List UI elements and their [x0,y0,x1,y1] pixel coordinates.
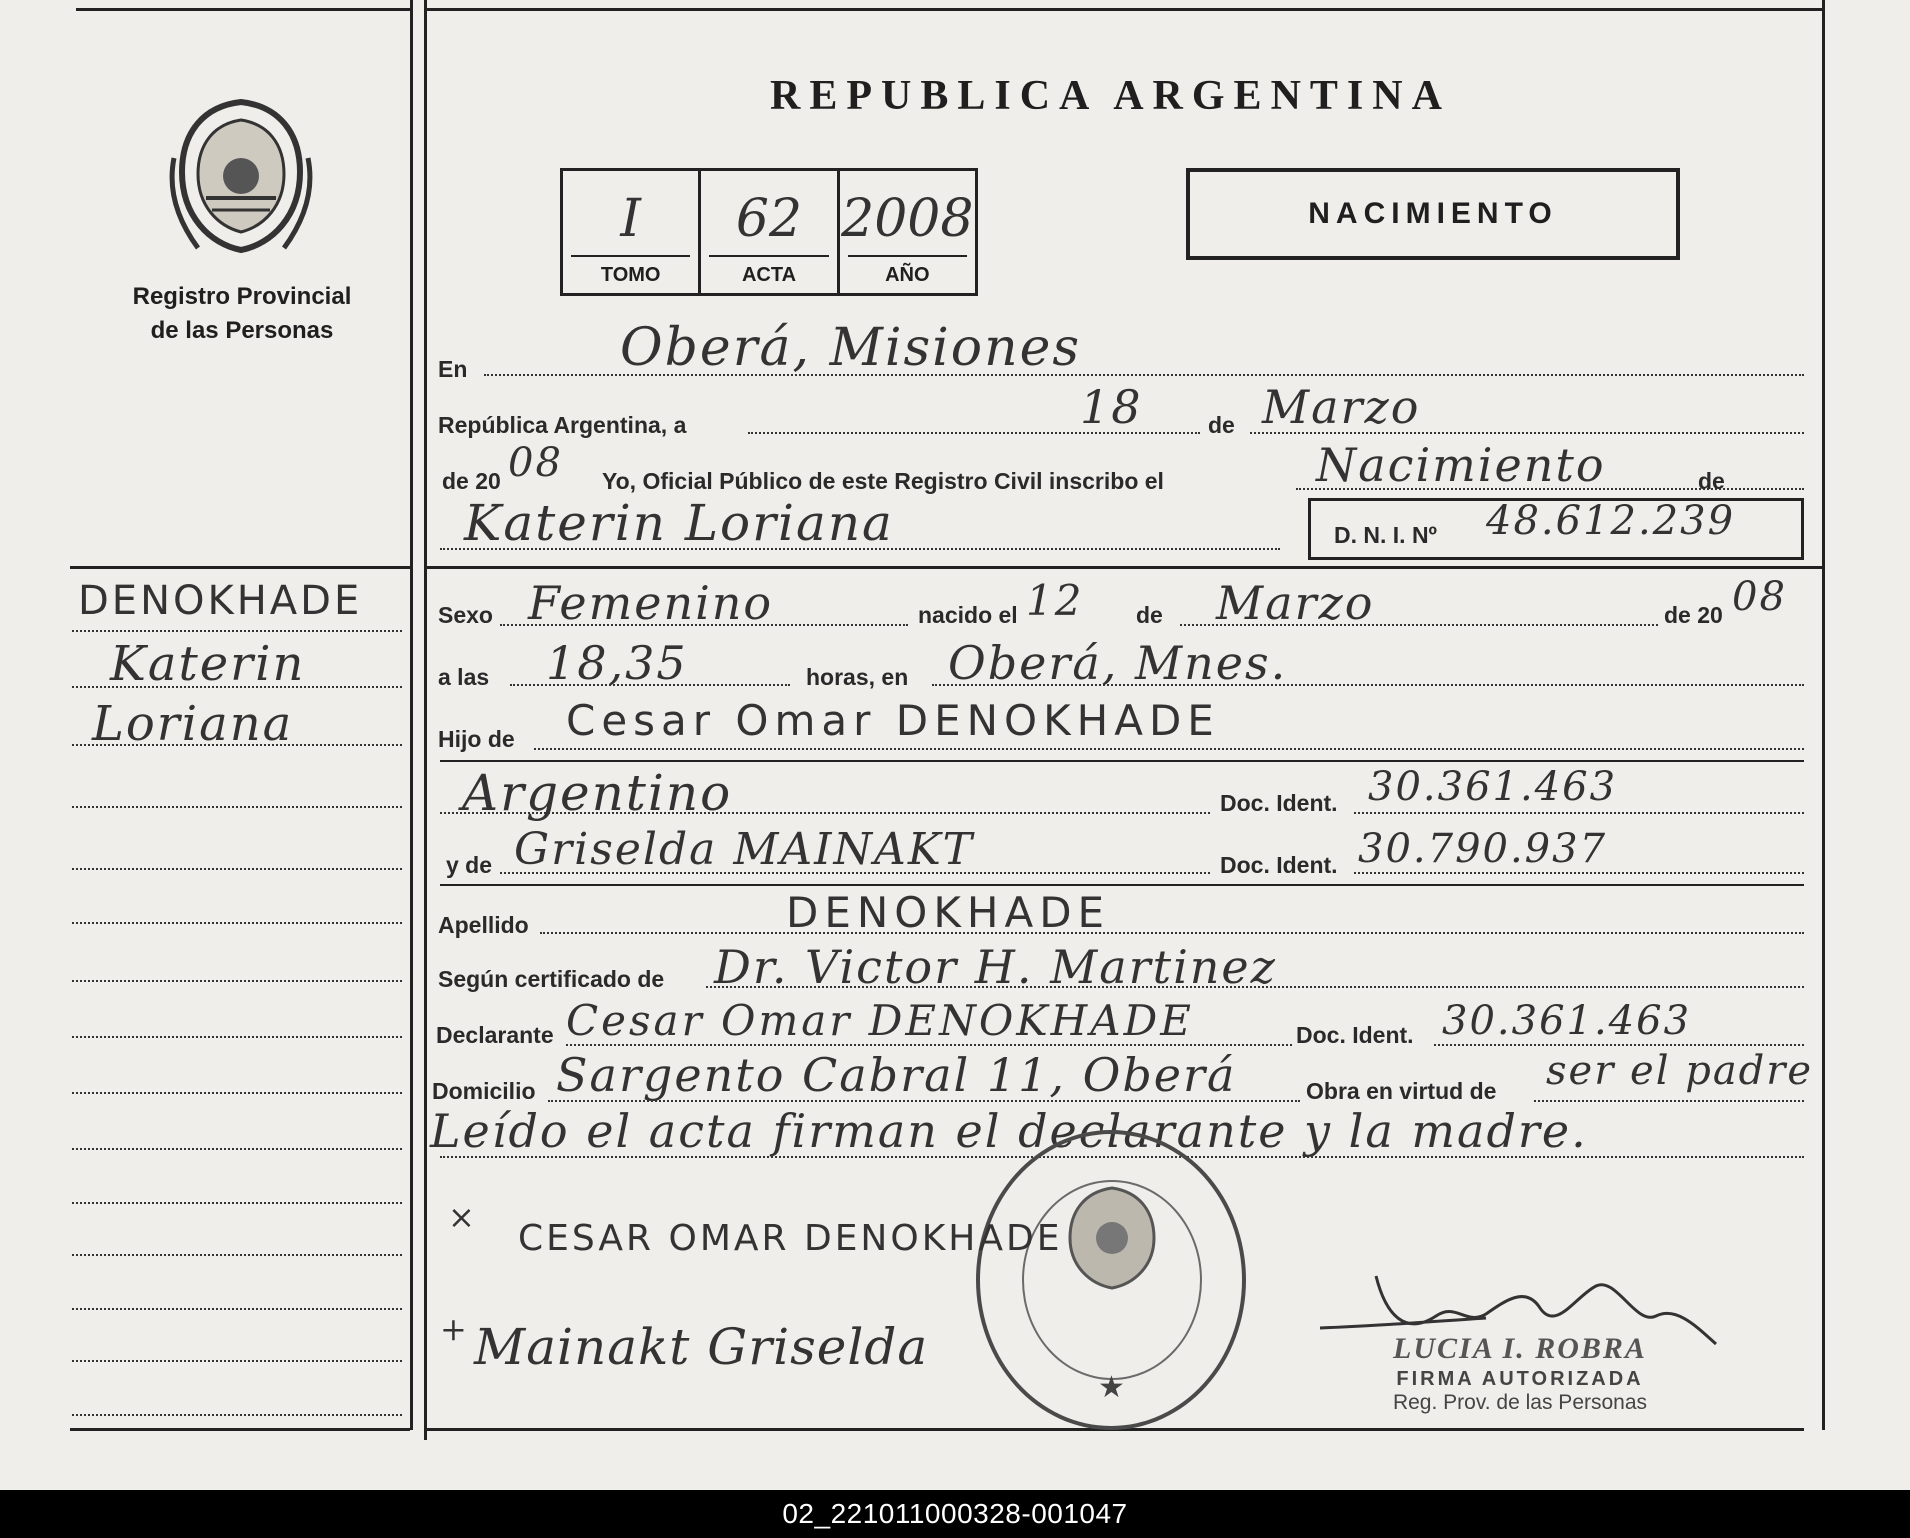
margin-line [72,868,402,870]
margin-surname: DENOKHADE [78,578,363,624]
mother-signature: Mainakt Griselda [474,1318,929,1376]
birth-year-suffix-value: 08 [1732,574,1787,620]
republica-label: República Argentina, a [438,412,687,438]
declarante-label: Declarante [436,1022,554,1048]
dni-label: D. N. I. Nº [1334,522,1437,548]
father-doc-value: 30.361.463 [1368,764,1618,810]
nacido-label: nacido el [918,602,1018,628]
declarant-mark: × [448,1198,477,1236]
declarant-name-value: Cesar Omar DENOKHADE [566,996,1194,1045]
margin-line [72,1414,402,1416]
father-line [534,748,1804,750]
acta-label: ACTA [741,264,797,286]
stamp-star-icon: ★ [1098,1371,1125,1404]
margin-line [72,1148,402,1150]
en-label: En [438,356,468,382]
declarant-doc-value: 30.361.463 [1442,998,1692,1044]
hijo-label: Hijo de [438,726,515,752]
birth-day-value: 12 [1026,576,1084,625]
provincial-seal-icon [168,98,314,256]
day-value: 18 [1080,380,1143,434]
margin-line [72,1036,402,1038]
tomo-label: TOMO [600,264,661,286]
de-label-3: de [1136,602,1163,628]
segun-label: Según certificado de [438,966,665,992]
act-line [1296,488,1804,490]
margin-section-rule [70,566,410,569]
horas-label: horas, en [806,664,909,690]
stamp-crest-icon [1062,1182,1162,1292]
declarant-signature: CESAR OMAR DENOKHADE [518,1218,1063,1259]
main-left-border [424,0,427,1440]
tomo-cell [563,171,701,293]
margin-line [72,806,402,808]
dni-value: 48.612.239 [1486,498,1736,544]
birth-place-value: Oberá, Mnes. [948,636,1288,690]
official-signature-block [1300,1332,1740,1415]
margin-line [72,630,402,632]
tomo-value: I [620,189,641,249]
record-number-box [560,168,978,296]
mother-name-value: Griselda MAINAKT [514,824,975,875]
image-id-caption: 02_221011000328-001047 [0,1490,1910,1538]
year-suffix-value: 08 [508,440,563,486]
margin-line [72,1092,402,1094]
de-label: de [1208,412,1235,438]
acta-value: 62 [735,189,803,249]
act-type-value: Nacimiento [1316,438,1606,492]
father-name-value: Cesar Omar DENOKHADE [566,696,1220,745]
section-rule-parents [440,760,1804,762]
ano-value: 2008 [841,189,974,249]
margin-line [72,1308,402,1310]
obra-value: ser el padre [1546,1048,1814,1094]
acta-cell [701,171,839,293]
declarant-doc-line [1434,1044,1804,1046]
sexo-label: Sexo [438,602,493,628]
ano-cell [840,171,975,293]
bottom-rule-left [70,1428,410,1431]
top-rule-left [76,8,410,11]
de-label-2: de [1698,468,1725,494]
mother-doc-value: 30.790.937 [1358,826,1608,872]
certificate-value: Dr. Victor H. Martinez [714,940,1277,994]
official-role: FIRMA AUTORIZADA [1396,1368,1644,1390]
margin-line [72,1202,402,1204]
mother-line [500,872,1210,874]
margin-line [72,1254,402,1256]
y-de-label: y de [446,852,493,878]
top-rule-main [424,8,1822,11]
birth-time-value: 18,35 [546,636,688,690]
margin-line [72,922,402,924]
mother-doc-line [1354,872,1804,874]
birth-month-value: Marzo [1216,576,1375,630]
margin-line [72,980,402,982]
child-name-line [440,548,1280,550]
margin-line [72,744,402,746]
domicilio-label: Domicilio [432,1078,536,1104]
body-section-rule [424,566,1822,569]
obra-line [1534,1100,1804,1102]
month-value: Marzo [1262,380,1421,434]
ano-label: AÑO [885,264,930,286]
apellido-label: Apellido [438,912,529,938]
margin-line [72,686,402,688]
apellido-line [540,932,1804,934]
de20-label-2: de 20 [1664,602,1723,628]
document-type-box: NACIMIENTO [1186,168,1680,260]
declarant-line [566,1044,1292,1046]
margin-given-name-2: Loriana [92,696,294,752]
surname-value: DENOKHADE [786,888,1111,937]
doc-ident-label-father: Doc. Ident. [1220,790,1338,816]
a-las-label: a las [438,664,490,690]
left-column-divider [410,0,413,1430]
margin-line [72,1360,402,1362]
registry-name-line2: de las Personas [150,317,334,344]
doc-ident-label-declarant: Doc. Ident. [1296,1022,1414,1048]
address-line [548,1100,1300,1102]
margin-given-name-1: Katerin [110,636,306,692]
father-nationality-value: Argentino [462,764,733,822]
section-rule-apellido [440,884,1804,886]
place-value: Oberá, Misiones [620,318,1082,378]
main-right-border [1822,0,1825,1430]
father-doc-line [1354,812,1804,814]
registry-name [112,280,372,348]
nationality-line [440,812,1210,814]
closing-line-value: Leído el acta firman el declarante y la madre. [430,1104,1588,1158]
address-value: Sargento Cabral 11, Oberá [556,1048,1237,1102]
child-name-value: Katerin Loriana [464,494,894,552]
doc-ident-label-mother: Doc. Ident. [1220,852,1338,878]
official-registry: Reg. Prov. de las Personas [1392,1391,1648,1414]
official-name: LUCIA I. ROBRA [1393,1332,1647,1365]
page-title: REPUBLICA ARGENTINA [770,73,1451,119]
registry-name-line1: Registro Provincial [132,283,352,310]
de20-label: de 20 [442,468,501,494]
mother-mark: + [440,1310,469,1348]
obra-label: Obra en virtud de [1306,1078,1497,1104]
yo-label: Yo, Oficial Público de este Registro Civil inscribo el [602,468,1164,494]
sexo-value: Femenino [528,576,774,630]
